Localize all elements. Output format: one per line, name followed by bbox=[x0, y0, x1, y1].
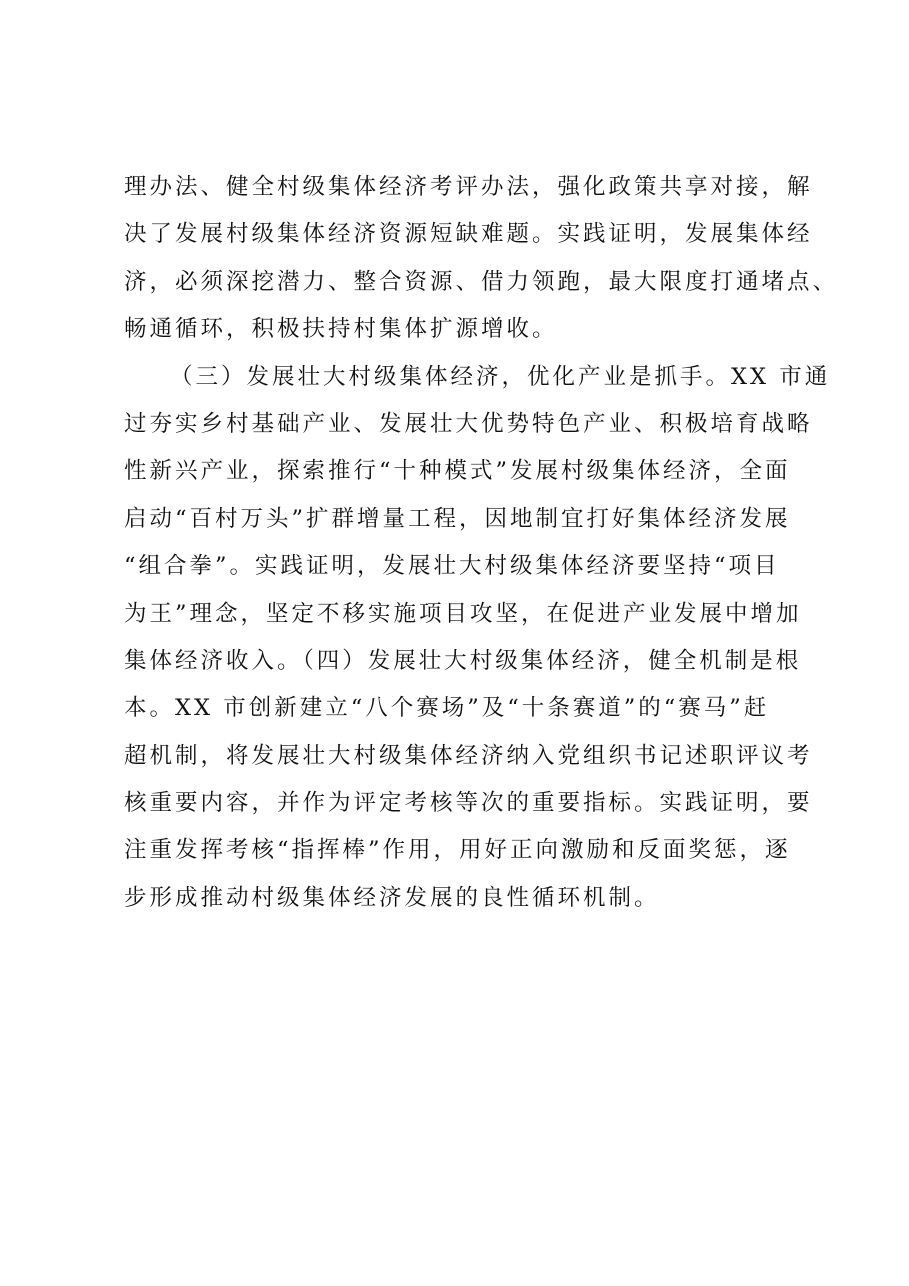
text-line-4: 畅通循环，积极扶持村集体扩源增收。 bbox=[124, 316, 558, 343]
text-line-12: 本。XX 市创新建立“八个赛场”及“十条赛道”的“赛马”赶 bbox=[124, 695, 770, 722]
text-line-14: 核重要内容，并作为评定考核等次的重要指标。实践证明，要 bbox=[124, 790, 813, 817]
text-line-13: 超机制，将发展壮大村级集体经济纳入党组织书记述职评议考 bbox=[124, 742, 813, 769]
text-line-3: 济，必须深挖潜力、整合资源、借力领跑，最大限度打通堵点、 bbox=[124, 268, 839, 295]
text-line-16: 步形成推动村级集体经济发展的良性循环机制。 bbox=[124, 884, 660, 911]
text-line-7: 性新兴产业，探索推行“十种模式”发展村级集体经济，全面 bbox=[124, 458, 791, 485]
text-line-9: “组合拳”。实践证明，发展壮大村级集体经济要坚持“项目 bbox=[124, 553, 780, 580]
text-line-6: 过夯实乡村基础产业、发展壮大优势特色产业、积极培育战略 bbox=[124, 410, 813, 437]
text-line-2: 决了发展村级集体经济资源短缺难题。实践证明，发展集体经 bbox=[124, 221, 813, 248]
text-line-1: 理办法、健全村级集体经济考评办法，强化政策共享对接，解 bbox=[124, 174, 813, 200]
text-line-8: 启动“百村万头”扩群增量工程，因地制宜打好集体经济发展 bbox=[124, 505, 791, 532]
text-line-5: （三）发展壮大村级集体经济，优化产业是抓手。XX 市通 bbox=[170, 363, 831, 390]
text-line-15: 注重发挥考核“指挥棒”作用，用好正向激励和反面奖惩，逐 bbox=[124, 837, 791, 864]
text-line-10: 为王”理念，坚定不移实施项目攻坚，在促进产业发展中增加 bbox=[124, 600, 802, 627]
text-line-11: 集体经济收入。（四）发展壮大村级集体经济，健全机制是根 bbox=[124, 647, 802, 674]
body-text bbox=[124, 164, 839, 922]
